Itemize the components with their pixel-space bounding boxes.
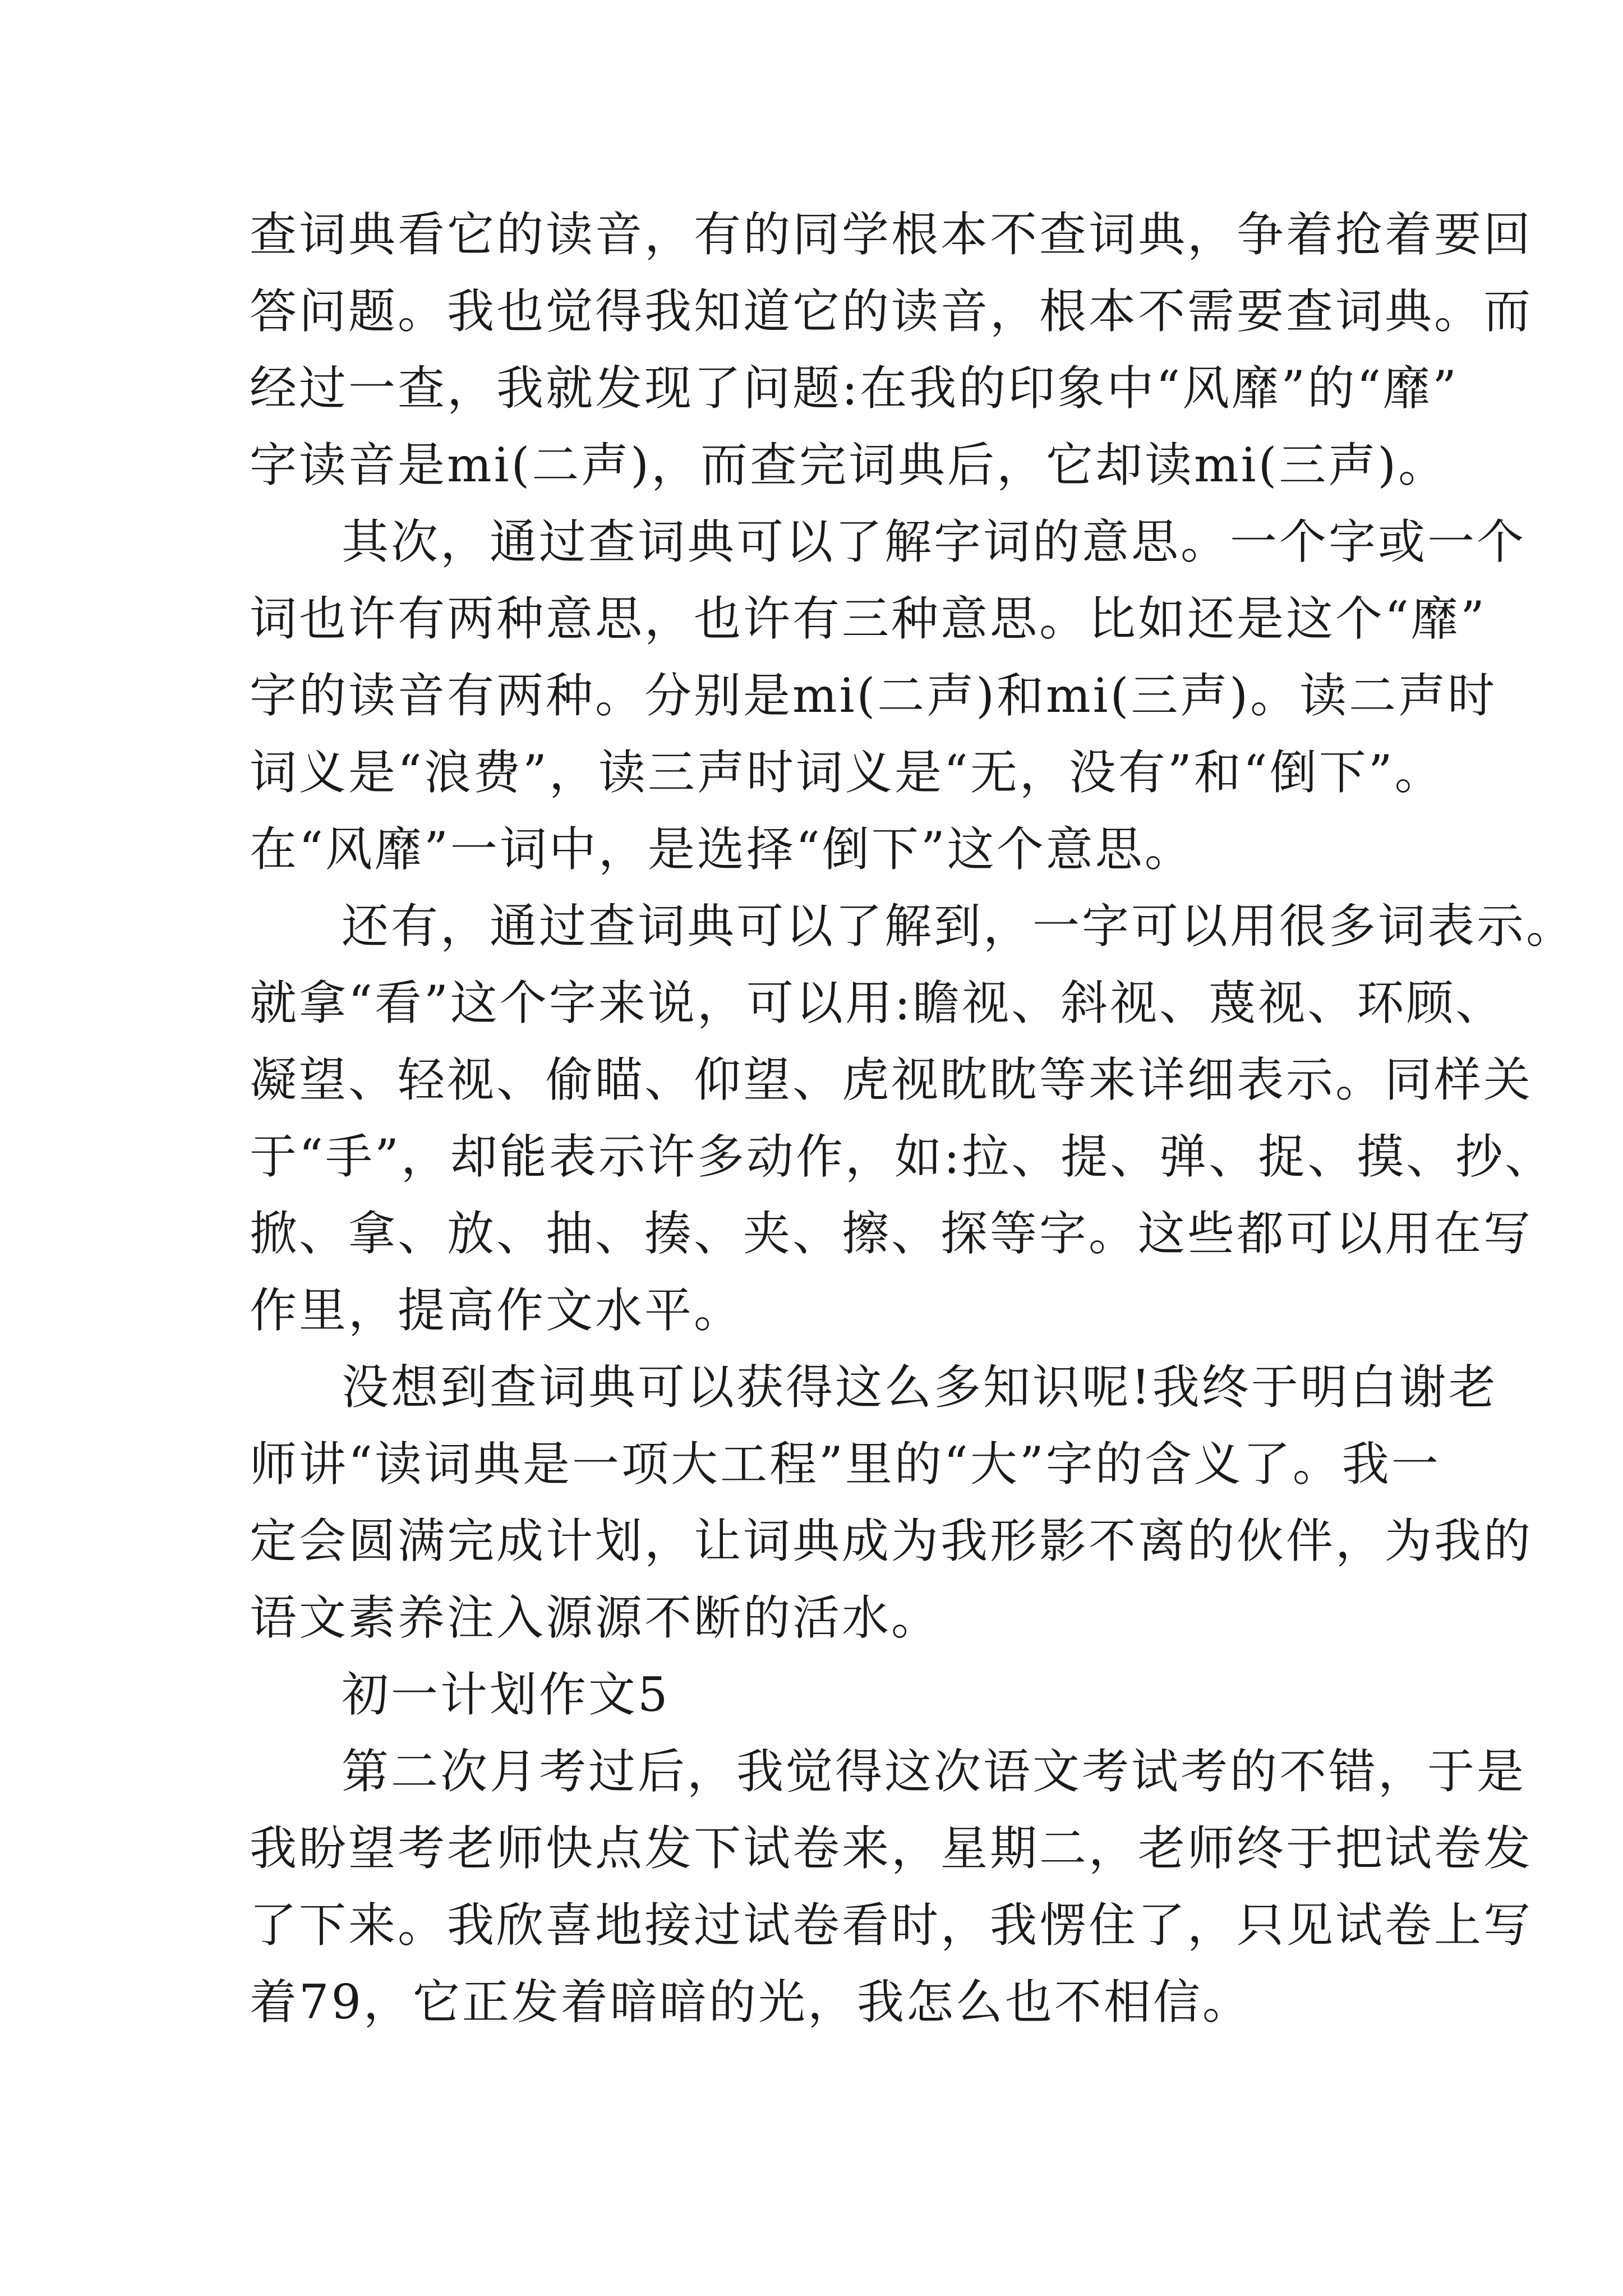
text-line: 了下来。我欣喜地接过试卷看时，我愣住了，只见试卷上写: [250, 1898, 1533, 1953]
paragraph-first-line: 没想到查词典可以获得这么多知识呢!我终于明白谢老: [342, 1360, 1498, 1415]
text-line: 经过一查，我就发现了问题:在我的印象中“风靡”的“靡”: [250, 361, 1459, 416]
text-line: 字的读音有两种。分别是mi(二声)和mi(三声)。读二声时: [250, 668, 1497, 723]
paragraph-first-line: 第二次月考过后，我觉得这次语文考试考的不错，于是: [342, 1744, 1527, 1799]
text-line: 于“手”，却能表示许多动作，如:拉、提、弹、捉、摸、抄、: [250, 1129, 1555, 1184]
paragraph-first-line: 还有，通过查词典可以了解到，一字可以用很多词表示。: [342, 899, 1576, 954]
text-line: 定会圆满完成计划，让词典成为我形影不离的伙伴，为我的: [250, 1513, 1533, 1568]
section-heading: 初一计划作文5: [342, 1667, 670, 1722]
text-line: 查词典看它的读音，有的同学根本不查词典，争着抢着要回: [250, 207, 1533, 262]
text-line: 词义是“浪费”，读三声时词义是“无，没有”和“倒下”。: [250, 745, 1444, 800]
text-line: 词也许有两种意思，也许有三种意思。比如还是这个“靡”: [250, 591, 1487, 646]
text-line: 师讲“读词典是一项大工程”里的“大”字的含义了。我一: [250, 1437, 1441, 1492]
text-line: 掀、拿、放、抽、揍、夹、擦、探等字。这些都可以用在写: [250, 1206, 1533, 1261]
text-line: 凝望、轻视、偷瞄、仰望、虎视眈眈等来详细表示。同样关: [250, 1052, 1533, 1107]
text-line: 就拿“看”这个字来说，可以用:瞻视、斜视、蔑视、环顾、: [250, 976, 1505, 1030]
text-line: 我盼望考老师快点发下试卷来，星期二，老师终于把试卷发: [250, 1821, 1533, 1876]
text-line: 字读音是mi(二声)，而查完词典后，它却读mi(三声)。: [250, 438, 1448, 493]
text-line: 答问题。我也觉得我知道它的读音，根本不需要查词典。而: [250, 284, 1533, 339]
text-line: 语文素养注入源源不断的活水。: [250, 1590, 941, 1645]
text-line: 作里，提高作文水平。: [250, 1283, 744, 1338]
text-line: 着79，它正发着暗暗的光，我怎么也不相信。: [250, 1975, 1252, 2030]
paragraph-first-line: 其次，通过查词典可以了解字词的意思。一个字或一个: [342, 514, 1527, 569]
document-body: [250, 196, 1576, 2041]
text-line: 在“风靡”一词中，是选择“倒下”这个意思。: [250, 822, 1194, 877]
